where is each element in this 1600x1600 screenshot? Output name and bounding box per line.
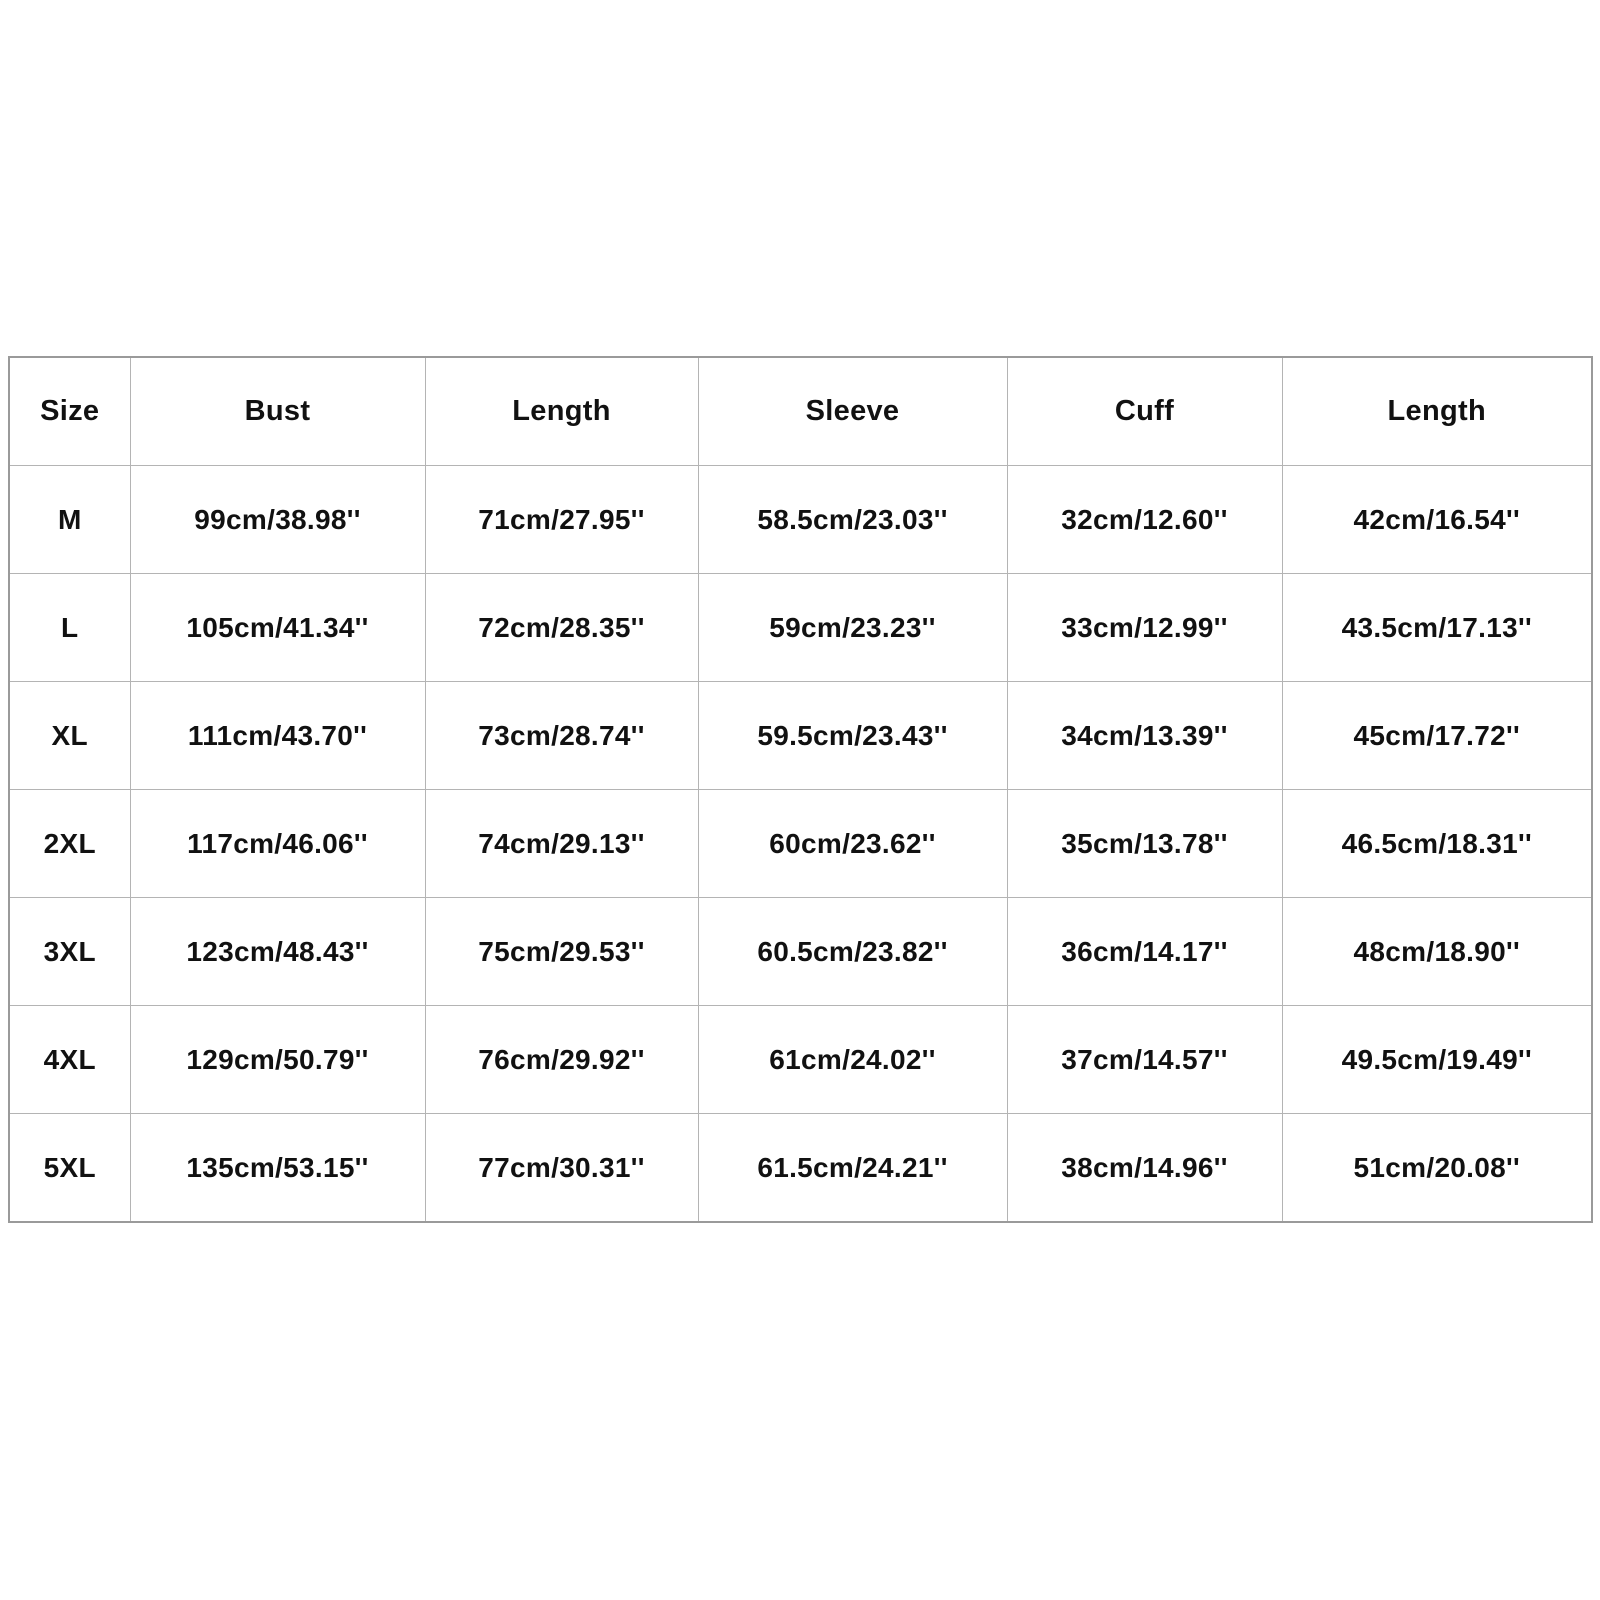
cell-size: 5XL xyxy=(9,1114,130,1223)
cell-cuff: 38cm/14.96'' xyxy=(1007,1114,1282,1223)
cell-size: L xyxy=(9,574,130,682)
cell-bust: 117cm/46.06'' xyxy=(130,790,425,898)
table-row xyxy=(9,682,1592,790)
cell-length-2: 45cm/17.72'' xyxy=(1282,682,1592,790)
cell-size: 2XL xyxy=(9,790,130,898)
cell-length: 71cm/27.95'' xyxy=(425,466,698,574)
cell-sleeve: 61.5cm/24.21'' xyxy=(698,1114,1007,1223)
cell-length-2: 43.5cm/17.13'' xyxy=(1282,574,1592,682)
cell-cuff: 32cm/12.60'' xyxy=(1007,466,1282,574)
cell-sleeve: 60cm/23.62'' xyxy=(698,790,1007,898)
cell-length: 77cm/30.31'' xyxy=(425,1114,698,1223)
cell-cuff: 37cm/14.57'' xyxy=(1007,1006,1282,1114)
cell-cuff: 35cm/13.78'' xyxy=(1007,790,1282,898)
cell-size: 4XL xyxy=(9,1006,130,1114)
cell-length-2: 51cm/20.08'' xyxy=(1282,1114,1592,1223)
cell-size: 3XL xyxy=(9,898,130,1006)
cell-length-2: 46.5cm/18.31'' xyxy=(1282,790,1592,898)
table-row xyxy=(9,1006,1592,1114)
cell-size: M xyxy=(9,466,130,574)
table-row xyxy=(9,898,1592,1006)
header-length: Length xyxy=(425,357,698,466)
header-bust: Bust xyxy=(130,357,425,466)
header-size: Size xyxy=(9,357,130,466)
cell-bust: 99cm/38.98'' xyxy=(130,466,425,574)
cell-cuff: 33cm/12.99'' xyxy=(1007,574,1282,682)
header-cuff: Cuff xyxy=(1007,357,1282,466)
cell-cuff: 34cm/13.39'' xyxy=(1007,682,1282,790)
cell-length: 72cm/28.35'' xyxy=(425,574,698,682)
cell-length: 74cm/29.13'' xyxy=(425,790,698,898)
table-row xyxy=(9,466,1592,574)
cell-sleeve: 61cm/24.02'' xyxy=(698,1006,1007,1114)
cell-length: 75cm/29.53'' xyxy=(425,898,698,1006)
table-row xyxy=(9,1114,1592,1223)
cell-sleeve: 58.5cm/23.03'' xyxy=(698,466,1007,574)
header-length-2: Length xyxy=(1282,357,1592,466)
cell-bust: 105cm/41.34'' xyxy=(130,574,425,682)
header-sleeve: Sleeve xyxy=(698,357,1007,466)
cell-sleeve: 59.5cm/23.43'' xyxy=(698,682,1007,790)
cell-bust: 129cm/50.79'' xyxy=(130,1006,425,1114)
cell-length-2: 49.5cm/19.49'' xyxy=(1282,1006,1592,1114)
cell-bust: 135cm/53.15'' xyxy=(130,1114,425,1223)
cell-bust: 111cm/43.70'' xyxy=(130,682,425,790)
cell-sleeve: 59cm/23.23'' xyxy=(698,574,1007,682)
cell-length: 73cm/28.74'' xyxy=(425,682,698,790)
table-header-row xyxy=(9,357,1592,466)
cell-length: 76cm/29.92'' xyxy=(425,1006,698,1114)
table-row xyxy=(9,574,1592,682)
table-row xyxy=(9,790,1592,898)
cell-cuff: 36cm/14.17'' xyxy=(1007,898,1282,1006)
size-chart-table xyxy=(8,356,1593,1223)
cell-sleeve: 60.5cm/23.82'' xyxy=(698,898,1007,1006)
cell-size: XL xyxy=(9,682,130,790)
cell-bust: 123cm/48.43'' xyxy=(130,898,425,1006)
cell-length-2: 42cm/16.54'' xyxy=(1282,466,1592,574)
cell-length-2: 48cm/18.90'' xyxy=(1282,898,1592,1006)
